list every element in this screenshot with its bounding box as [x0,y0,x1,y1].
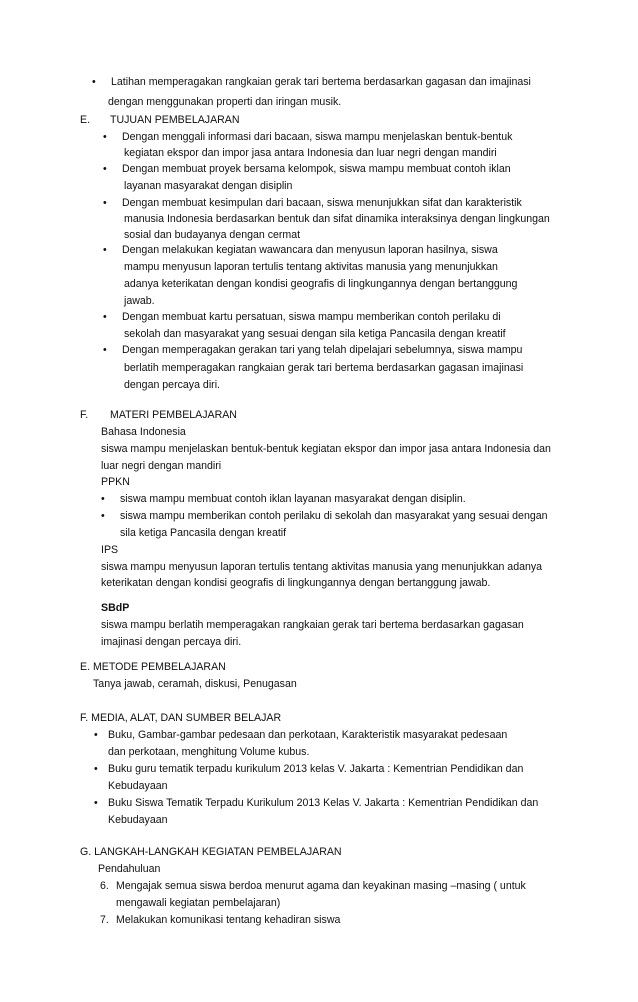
list-bullet: • [94,797,98,809]
paragraph-line: keterikatan dengan kondisi geografis di lingkungannya dengan bertanggung jawab. [101,577,491,589]
list-item-line: jawab. [124,295,155,307]
subject-title: SBdP [101,602,130,614]
section-heading: G. LANGKAH-LANGKAH KEGIATAN PEMBELAJARAN [80,846,342,858]
list-bullet: • [94,729,98,741]
step-line: Mengajak semua siswa berdoa menurut agama dan keyakinan masing –masing ( untuk [116,880,526,892]
paragraph-line: siswa mampu menjelaskan bentuk-bentuk kegiatan ekspor dan impor jasa antara Indonesia dan [101,443,551,455]
list-item-line: berlatih memperagakan rangkaian gerak tari bertema berdasarkan gagasan imajinasi [124,362,524,374]
step-line: Melakukan komunikasi tentang kehadiran siswa [116,914,341,926]
list-item-line: sosial dan budayanya dengan cermat [124,229,301,241]
paragraph-line: luar negri dengan mandiri [101,460,222,472]
list-item-line: Buku Siswa Tematik Terpadu Kurikulum 2013 Kelas V. Jakarta : Kementrian Pendidikan dan [108,797,539,809]
list-item-line: mampu menyusun laporan tertulis tentang aktivitas manusia yang menunjukkan [124,261,498,273]
section-letter: F. [80,409,89,421]
list-bullet: • [103,163,107,175]
list-item-line: kegiatan ekspor dan impor jasa antara Indonesia dan luar negri dengan mandiri [124,147,497,159]
top-bullet-line: dengan menggunakan properti dan iringan musik. [108,96,342,108]
list-item-line: Dengan membuat kesimpulan dari bacaan, siswa menunjukkan sifat dan karakteristik [122,197,522,209]
list-bullet: • [101,510,105,522]
list-bullet: • [101,493,105,505]
list-bullet: • [94,763,98,775]
list-item-line: dengan percaya diri. [124,379,220,391]
list-bullet: • [103,244,107,256]
list-bullet: • [103,311,107,323]
paragraph-line: siswa mampu menyusun laporan tertulis tentang aktivitas manusia yang menunjukkan adanya [101,561,543,573]
step-number: 7. [100,914,109,926]
list-item-line: Kebudayaan [108,780,168,792]
step-number: 6. [100,880,109,892]
list-item-line: Dengan membuat proyek bersama kelompok, siswa mampu membuat contoh iklan [122,163,511,175]
top-bullet-line: Latihan memperagakan rangkaian gerak tari bertema berdasarkan gagasan dan imajinasi [111,76,531,88]
list-item-line: Kebudayaan [108,814,168,826]
paragraph-line: Tanya jawab, ceramah, diskusi, Penugasan [93,678,297,690]
subject-title: IPS [101,544,119,556]
list-item-line: siswa mampu memberikan contoh perilaku di sekolah dan masyarakat yang sesuai dengan [120,510,548,522]
step-line: mengawali kegiatan pembelajaran) [116,897,281,909]
list-item-line: dan perkotaan, menghitung Volume kubus. [108,746,310,758]
list-bullet: • [103,344,107,356]
section-heading: F. MEDIA, ALAT, DAN SUMBER BELAJAR [80,712,282,724]
paragraph-line: imajinasi dengan percaya diri. [101,636,242,648]
list-item-line: siswa mampu membuat contoh iklan layanan masyarakat dengan disiplin. [120,493,466,505]
section-heading: E. METODE PEMBELAJARAN [80,661,226,673]
subject-title: PPKN [101,476,130,488]
list-item-line: Buku, Gambar-gambar pedesaan dan perkotaan, Karakteristik masyarakat pedesaan [108,729,508,741]
section-heading: TUJUAN PEMBELAJARAN [110,114,240,126]
list-item-line: layanan masyarakat dengan disiplin [124,180,293,192]
top-bullet-marker: • [92,76,96,88]
list-item-line: Dengan memperagakan gerakan tari yang telah dipelajari sebelumnya, siswa mampu [122,344,523,356]
subject-title: Bahasa Indonesia [101,426,186,438]
list-item-line: Dengan melakukan kegiatan wawancara dan menyusun laporan hasilnya, siswa [122,244,498,256]
list-item-line: Dengan membuat kartu persatuan, siswa mampu memberikan contoh perilaku di [122,311,501,323]
list-item-line: Dengan menggali informasi dari bacaan, siswa mampu menjelaskan bentuk-bentuk [122,131,513,143]
list-bullet: • [103,131,107,143]
section-heading: MATERI PEMBELAJARAN [110,409,237,421]
subsection-title: Pendahuluan [98,863,161,875]
list-item-line: Buku guru tematik terpadu kurikulum 2013 kelas V. Jakarta : Kementrian Pendidikan dan [108,763,524,775]
section-letter: E. [80,114,91,126]
list-item-line: sila ketiga Pancasila dengan kreatif [120,527,287,539]
list-item-line: sekolah dan masyarakat yang sesuai dengan sila ketiga Pancasila dengan kreatif [124,328,506,340]
list-item-line: adanya keterikatan dengan kondisi geografis di lingkungannya dengan bertanggung [124,278,518,290]
list-item-line: manusia Indonesia berdasarkan bentuk dan sifat dinamika interaksinya dengan lingkungan [124,213,550,225]
paragraph-line: siswa mampu berlatih memperagakan rangkaian gerak tari bertema berdasarkan gagasan [101,619,524,631]
list-bullet: • [103,197,107,209]
